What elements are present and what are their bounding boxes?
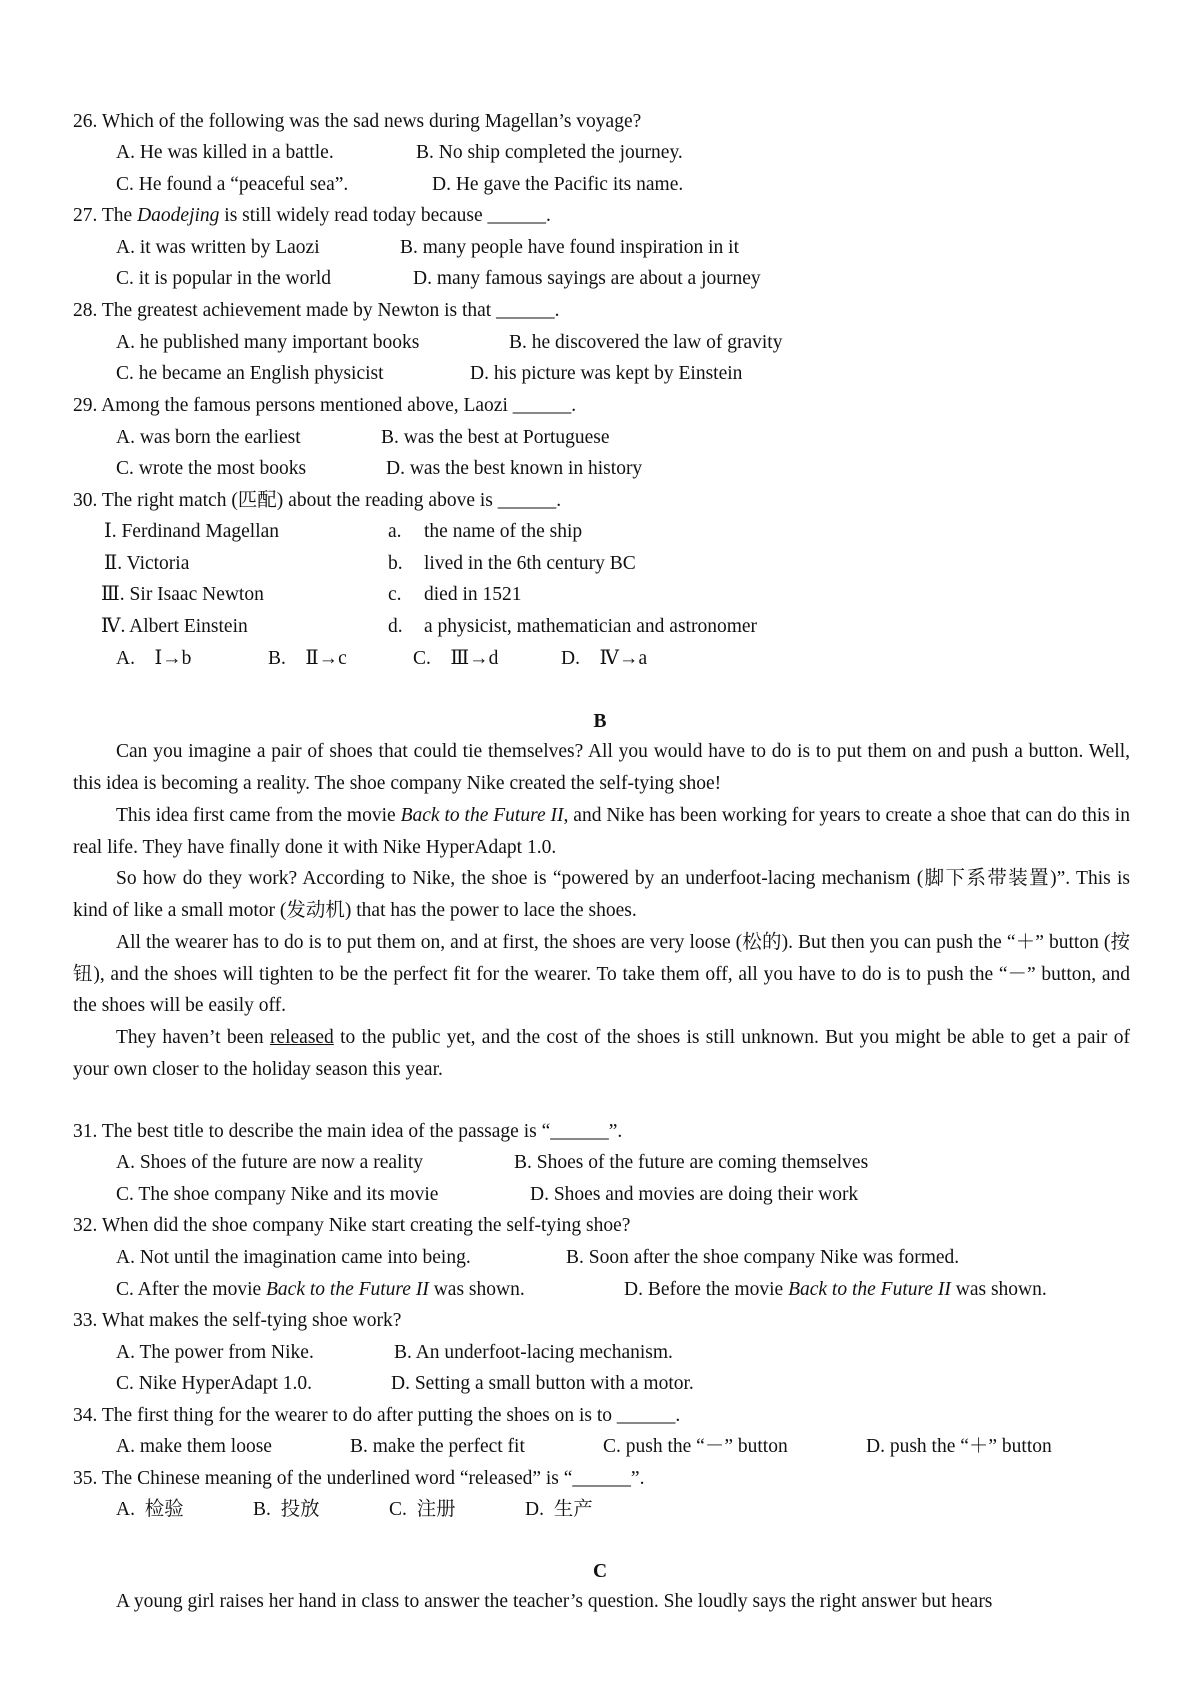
question-30-stem: 30. The right match (匹配) about the reading above is ______. [73,490,562,511]
question-29-option-a: A. was born the earliest [116,427,301,448]
question-27-option-d: D. many famous sayings are about a journey [413,268,761,289]
question-35-option-a: A. 检验 [116,1499,184,1520]
match-left-item: Ⅰ. Ferdinand Magellan [104,521,280,542]
question-27-stem [73,206,551,226]
question-28-option-d: D. his picture was kept by Einstein [470,363,743,384]
option-d-end: was shown. [950,1279,1047,1300]
question-35-option-d: D. 生产 [525,1499,593,1520]
paragraph-2-end: , and Nike has been working for years to create a shoe that can do this in real life. They have finally done it with Nike HyperAdapt 1.0. [73,805,1130,858]
question-35-option-c: C. 注册 [389,1499,456,1520]
question-26-option-d: D. He gave the Pacific its name. [432,174,684,195]
option-c-start: C. After the movie [116,1279,267,1300]
question-28-option-a: A. he published many important books [116,332,420,353]
movie-title: Back to the Future II [788,1279,951,1300]
question-32-option-a: A. Not until the imagination came into being. [116,1247,471,1268]
paragraph-2-start: This idea first came from the movie [116,805,401,826]
passage-c-paragraph-1: A young girl raises her hand in class to answer the teacher’s question. She loudly says the right answer but hears [116,1591,993,1612]
question-26-stem: 26. Which of the following was the sad news during Magellan’s voyage? [73,111,642,132]
question-29-option-b: B. was the best at Portuguese [381,427,610,448]
question-33-option-d: D. Setting a small button with a motor. [391,1373,694,1394]
question-33-option-b: B. An underfoot-lacing mechanism. [394,1342,673,1363]
question-33-option-a: A. The power from Nike. [116,1342,314,1363]
option-d-start: D. Before the movie [624,1279,789,1300]
passage-b-paragraph-4: All the wearer has to do is to put them on, and at first, the shoes are very loose (松的). But then you can push the “＋” button (按钮), and the shoes will tighten to be the perfect fit for the wearer. To take them off, all you have to do is to push the “－” button, and the shoes will be easily off. [73,932,1130,1017]
question-29-stem: 29. Among the famous persons mentioned above, Laozi ______. [73,395,577,416]
question-32-option-b: B. Soon after the shoe company Nike was formed. [566,1247,960,1268]
question-31-option-b: B. Shoes of the future are coming themselves [514,1152,869,1173]
question-27-stem-start: 27. The [73,205,138,226]
question-30-option-b: B. Ⅱ→c [268,648,347,669]
paragraph-5-end: to the public yet, and the cost of the shoes is still unknown. But you might be able to get a pair of your own closer to the holiday season this year. [73,1027,1130,1080]
question-26-option-b: B. No ship completed the journey. [416,142,683,163]
passage-b-paragraph-3: So how do they work? According to Nike, the shoe is “powered by an underfoot-lacing mechanism (脚下系带装置)”. This is kind of like a small motor (发动机) that has the power to lace the shoes. [73,868,1130,921]
question-32-stem: 32. When did the shoe company Nike start creating the self-tying shoe? [73,1215,631,1236]
passage-b-paragraph-2 [73,800,1130,863]
question-26-option-a: A. He was killed in a battle. [116,142,334,163]
question-28-option-b: B. he discovered the law of gravity [509,332,783,353]
match-left-item: Ⅱ. Victoria [104,553,190,574]
movie-title: Back to the Future II [266,1279,429,1300]
question-31-stem: 31. The best title to describe the main idea of the passage is “______”. [73,1121,623,1142]
question-30-option-d: D. Ⅳ→a [561,648,648,669]
question-27-option-b: B. many people have found inspiration in it [400,237,740,258]
question-35-option-b: B. 投放 [253,1499,320,1520]
underlined-word: released [269,1027,334,1048]
match-right-item: the name of the ship [424,521,583,542]
question-29-option-c: C. wrote the most books [116,458,307,479]
question-28-stem: 28. The greatest achievement made by Newton is that ______. [73,300,560,321]
question-27-option-a: A. it was written by Laozi [116,237,320,258]
match-letter: c. [388,584,402,605]
question-28-option-c: C. he became an English physicist [116,363,384,384]
question-30-option-c: C. Ⅲ→d [413,648,499,669]
question-34-stem: 34. The first thing for the wearer to do after putting the shoes on is to ______. [73,1405,681,1426]
movie-title: Back to the Future II [400,805,564,826]
question-34-option-b: B. make the perfect fit [350,1436,525,1457]
match-right-item: a physicist, mathematician and astronomer [424,616,758,637]
question-34-option-a: A. make them loose [116,1436,272,1457]
question-31-option-d: D. Shoes and movies are doing their work [530,1184,859,1205]
match-letter: b. [388,553,403,574]
section-c-heading: C [592,1561,608,1582]
question-35-stem: 35. The Chinese meaning of the underlined word “released” is “______”. [73,1468,645,1489]
question-30-option-a: A. Ⅰ→b [116,648,192,669]
passage-b-paragraph-5 [73,1022,1130,1085]
match-left-item: Ⅳ. Albert Einstein [101,616,248,637]
question-29-option-d: D. was the best known in history [386,458,643,479]
match-letter: a. [388,521,402,542]
question-32-option-c [116,1280,525,1300]
option-c-end: was shown. [428,1279,525,1300]
match-right-item: lived in the 6th century BC [424,553,636,574]
book-title: Daodejing [137,205,220,226]
match-right-item: died in 1521 [424,584,522,605]
question-34-option-d: D. push the “＋” button [866,1436,1052,1457]
passage-b-paragraph-1: Can you imagine a pair of shoes that could tie themselves? All you would have to do is to put them on and push a button. Well, this idea is becoming a reality. The shoe company Nike created the self-tying shoe! [73,741,1130,794]
question-34-option-c: C. push the “－” button [603,1436,788,1457]
question-33-option-c: C. Nike HyperAdapt 1.0. [116,1373,313,1394]
match-left-item: Ⅲ. Sir Isaac Newton [101,584,264,605]
paragraph-5-start: They haven’t been [116,1027,270,1048]
question-31-option-c: C. The shoe company Nike and its movie [116,1184,439,1205]
match-letter: d. [388,616,403,637]
question-31-option-a: A. Shoes of the future are now a reality [116,1152,424,1173]
question-27-stem-end: is still widely read today because ______. [219,205,551,226]
question-26-option-c: C. He found a “peaceful sea”. [116,174,349,195]
section-b-heading: B [593,711,607,732]
question-32-option-d [624,1280,1047,1300]
question-27-option-c: C. it is popular in the world [116,268,332,289]
question-33-stem: 33. What makes the self-tying shoe work? [73,1310,402,1331]
